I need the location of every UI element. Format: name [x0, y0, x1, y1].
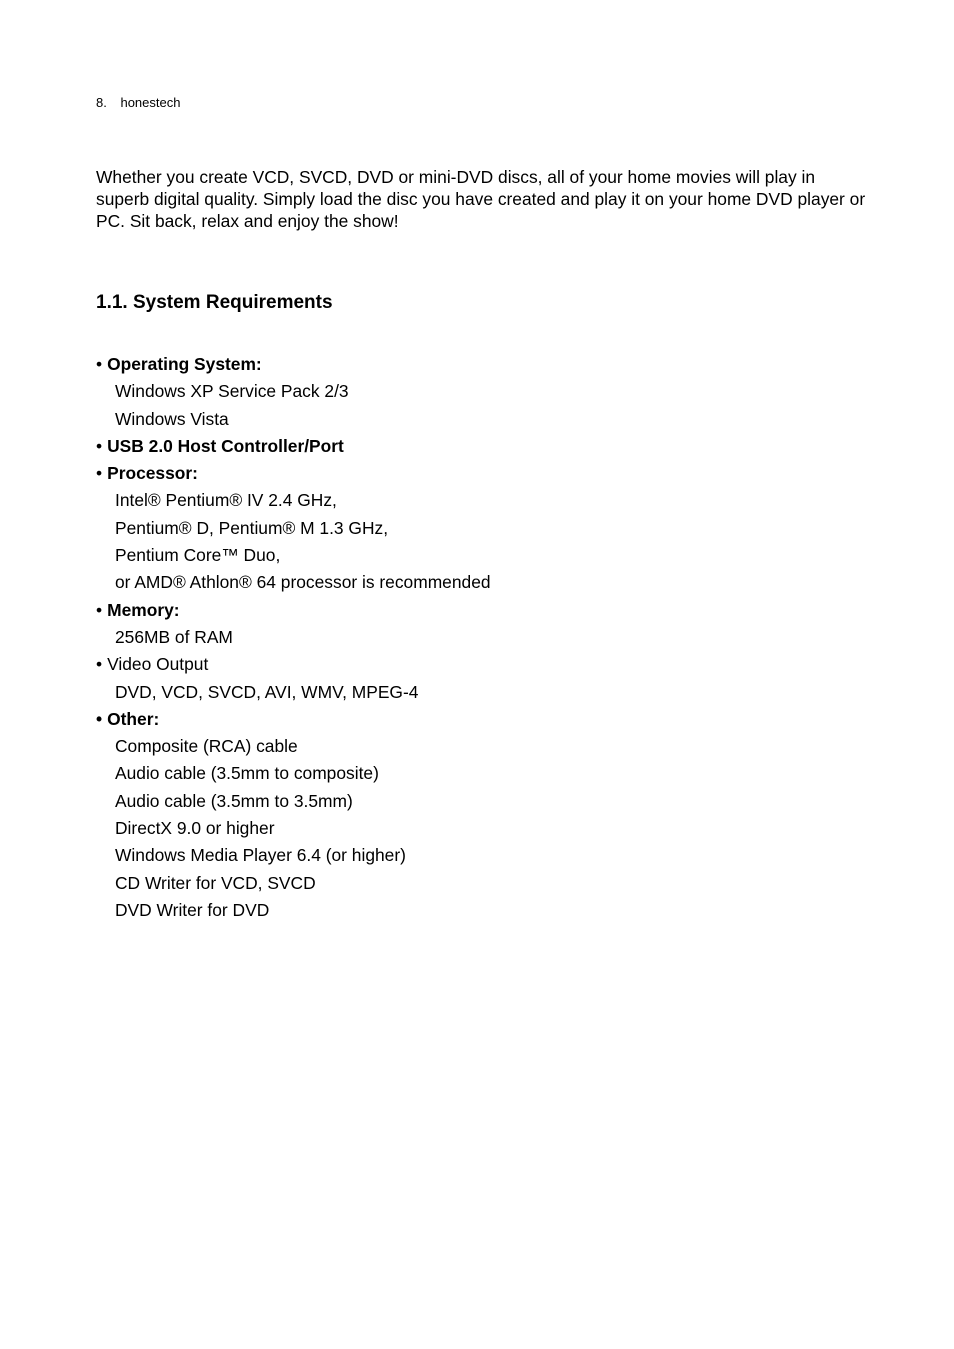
requirements-list: [96, 351, 491, 924]
requirement-detail: DVD, VCD, SVCD, AVI, WMV, MPEG-4: [115, 681, 419, 702]
requirement-detail: DirectX 9.0 or higher: [115, 818, 275, 839]
requirement-label: Processor:: [107, 463, 198, 484]
page-header: [96, 95, 180, 111]
brand-name: honestech: [120, 95, 181, 110]
requirement-video-output: [96, 651, 491, 678]
requirement-detail: Audio cable (3.5mm to 3.5mm): [115, 790, 353, 811]
requirement-os: [96, 351, 491, 378]
requirement-detail: Windows Media Player 6.4 (or higher): [115, 845, 406, 866]
requirement-detail: 256MB of RAM: [115, 626, 233, 647]
bullet-glyph: •: [96, 708, 103, 729]
requirement-label: USB 2.0 Host Controller/Port: [107, 435, 344, 456]
requirement-memory: [96, 597, 491, 624]
bullet-glyph: •: [96, 463, 103, 484]
bullet-glyph: •: [96, 354, 103, 374]
requirement-detail: Windows Vista: [115, 408, 229, 429]
requirement-detail: Intel® Pentium® IV 2.4 GHz,: [115, 490, 337, 511]
section-title: 1.1. System Requirements: [96, 292, 333, 313]
requirement-other: [96, 706, 491, 733]
requirement-detail: or AMD® Athlon® 64 processor is recommended: [115, 572, 491, 593]
requirement-label: Other:: [107, 708, 160, 729]
requirement-detail: Windows XP Service Pack 2/3: [115, 381, 349, 402]
bullet-glyph: •: [96, 599, 103, 620]
requirement-detail: Pentium Core™ Duo,: [115, 545, 281, 566]
bullet-glyph: •: [96, 435, 103, 456]
requirement-detail: Composite (RCA) cable: [115, 736, 298, 757]
requirement-detail: CD Writer for VCD, SVCD: [115, 872, 316, 893]
intro-paragraph: Whether you create VCD, SVCD, DVD or mini-DVD discs, all of your home movies will play in superb digital quality. Simply load the disc you have created and play it on your home DVD player or PC. Sit back, relax and enjoy the show!: [96, 167, 866, 231]
requirement-label: Video Output: [107, 654, 209, 675]
requirement-usb: [96, 433, 491, 460]
requirement-detail: Pentium® D, Pentium® M 1.3 GHz,: [115, 517, 389, 538]
requirement-label: Memory:: [107, 599, 180, 620]
requirement-detail: Audio cable (3.5mm to composite): [115, 763, 379, 784]
requirement-detail: DVD Writer for DVD: [115, 899, 270, 920]
requirement-processor: [96, 460, 491, 487]
requirement-label: Operating System:: [107, 354, 262, 374]
bullet-glyph: •: [96, 654, 103, 675]
page-number: 8.: [96, 95, 107, 110]
